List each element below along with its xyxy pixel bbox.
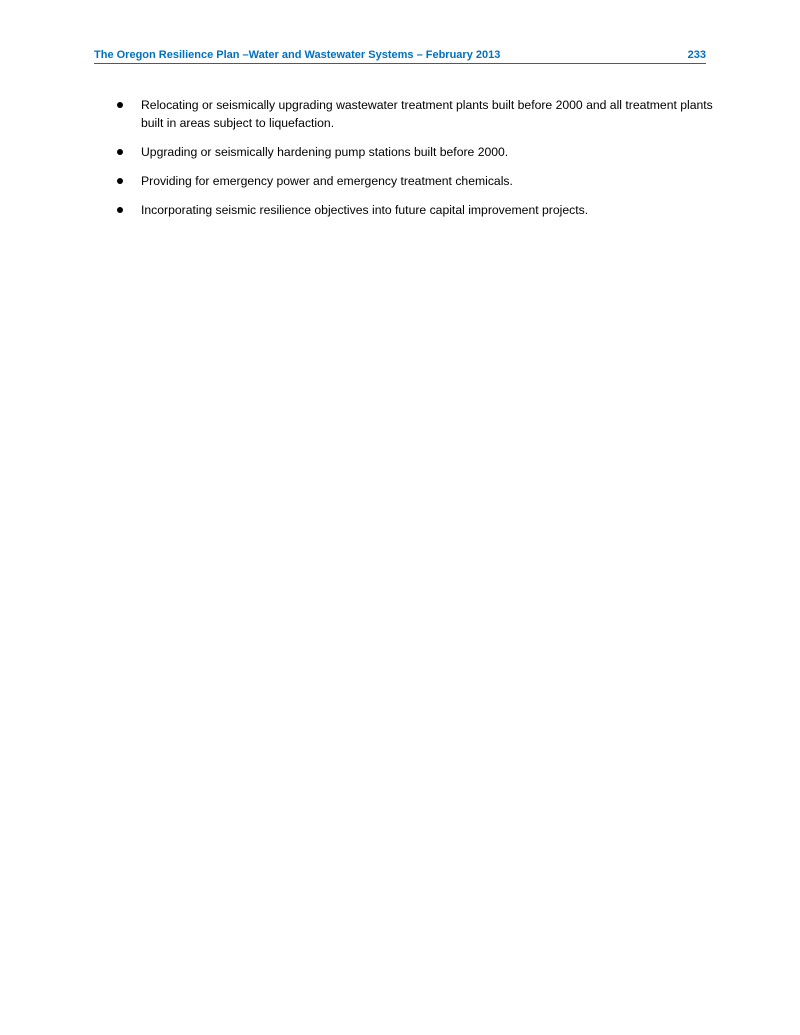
list-item-text: Incorporating seismic resilience objectives into future capital improvement projects.: [141, 203, 589, 217]
header-page-number: 233: [687, 49, 706, 61]
bullet-icon: [117, 207, 123, 213]
header-title: The Oregon Resilience Plan –Water and Wastewater Systems – February 2013: [94, 49, 501, 61]
list-item: [117, 172, 717, 190]
bullet-icon: [117, 178, 123, 184]
list-item-text: Relocating or seismically upgrading wastewater treatment plants built before 2000 and all treatment plants built in areas subject to liquefaction.: [141, 98, 713, 130]
bullet-icon: [117, 102, 123, 108]
list-item-text: Upgrading or seismically hardening pump stations built before 2000.: [141, 145, 509, 159]
bullet-icon: [117, 149, 123, 155]
running-header: [94, 49, 706, 64]
list-item-text: Providing for emergency power and emergency treatment chemicals.: [141, 174, 513, 188]
list-item: [117, 201, 717, 219]
list-item: [117, 96, 717, 132]
list-item: [117, 143, 717, 161]
recommendation-list: [117, 96, 717, 230]
